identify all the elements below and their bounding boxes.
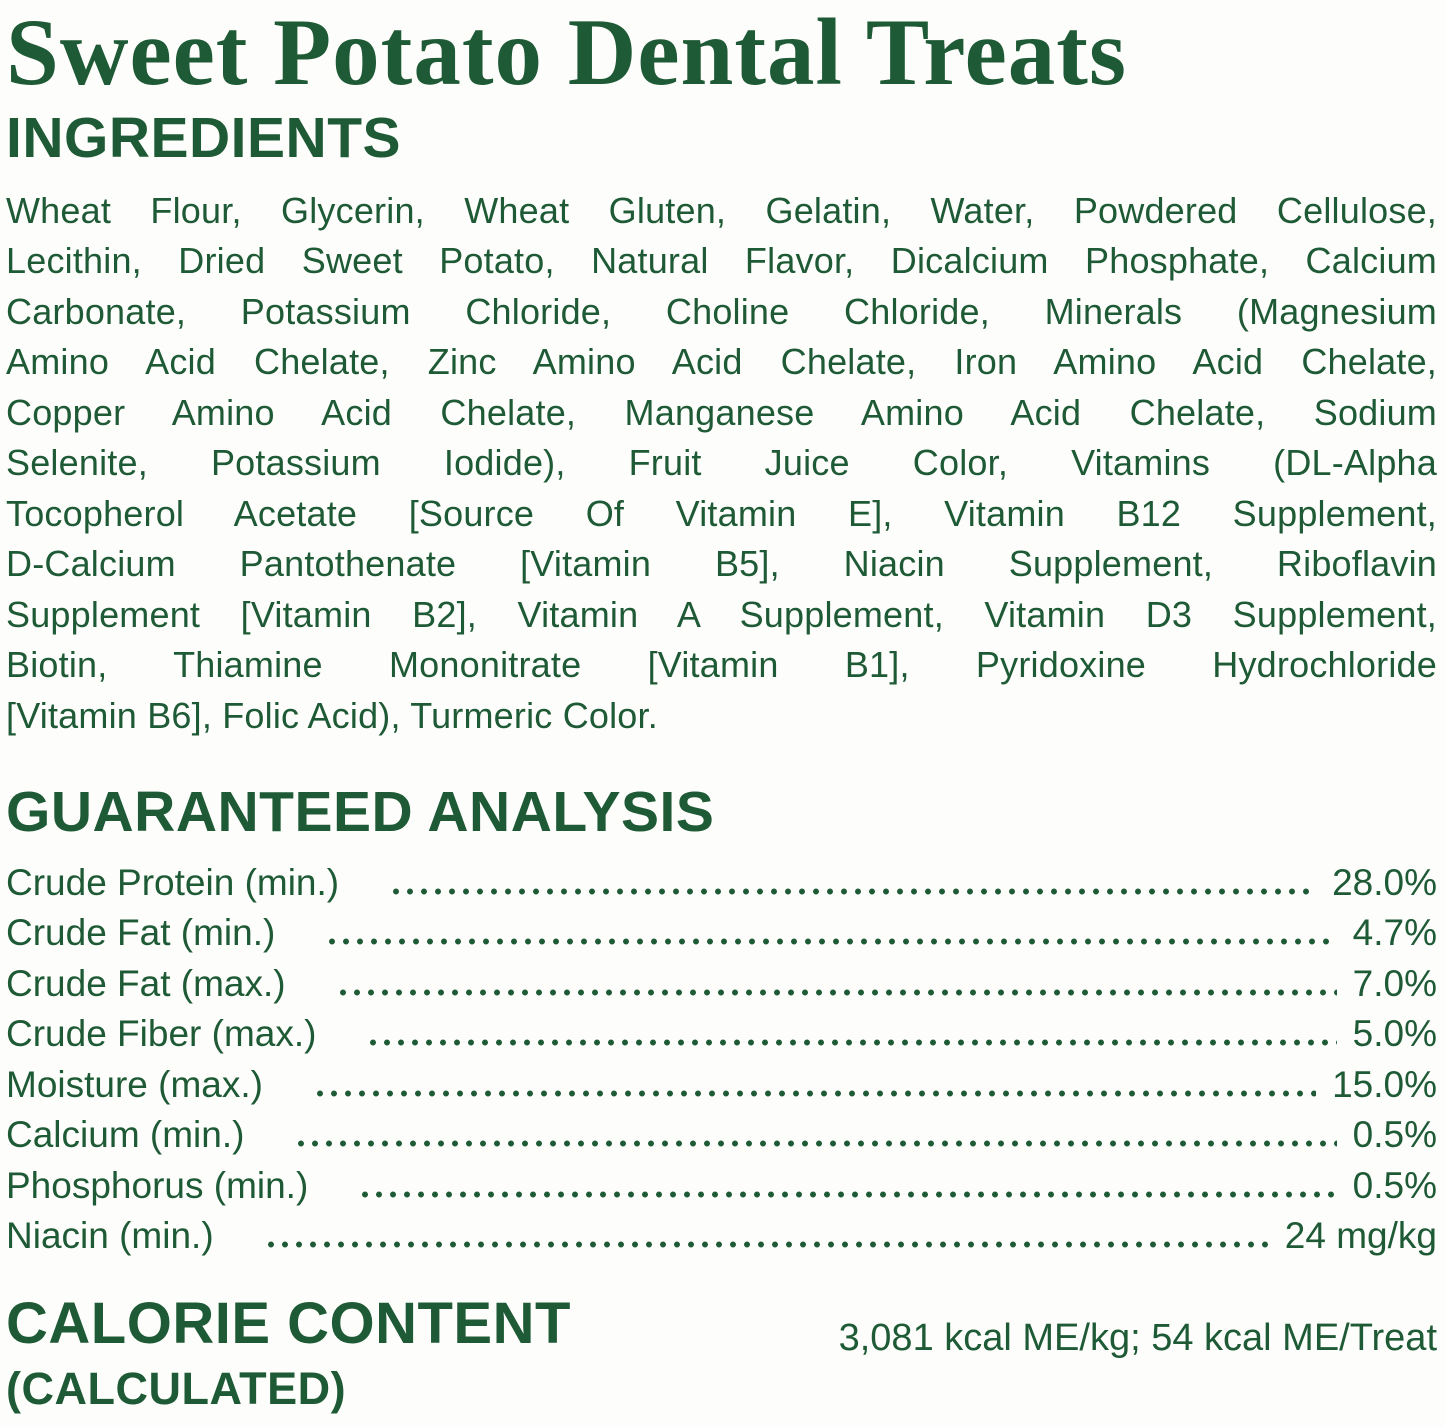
ingredients-line: Tocopherol Acetate [Source Of Vitamin E], Vitamin B12 Supplement, xyxy=(6,492,1437,534)
analysis-row xyxy=(6,1211,1437,1262)
analysis-row xyxy=(6,959,1437,1010)
analysis-row xyxy=(6,1110,1437,1161)
analysis-row xyxy=(6,1161,1437,1212)
ingredients-line: Carbonate, Potassium Chloride, Choline Chloride, Minerals (Magnesium xyxy=(6,290,1437,332)
analysis-row-label: Calcium (min.) xyxy=(6,1114,245,1156)
calorie-content-heading: CALORIE CONTENT xyxy=(6,1290,571,1356)
analysis-row-value: 7.0% xyxy=(1352,962,1437,1004)
analysis-row-label: Phosphorus (min.) xyxy=(6,1164,309,1206)
analysis-row xyxy=(6,1060,1437,1111)
ingredients-heading: INGREDIENTS xyxy=(6,105,402,170)
ingredients-line: Wheat Flour, Glycerin, Wheat Gluten, Gelatin, Water, Powdered Cellulose, xyxy=(6,189,1437,231)
ingredients-line: Copper Amino Acid Chelate, Manganese Amino Acid Chelate, Sodium xyxy=(6,391,1437,433)
analysis-row-label: Crude Fiber (max.) xyxy=(6,1013,317,1055)
product-title: Sweet Potato Dental Treats xyxy=(6,0,1127,105)
analysis-row-value: 0.5% xyxy=(1352,1164,1437,1206)
analysis-row-value: 24 mg/kg xyxy=(1284,1215,1437,1257)
analysis-row-value: 5.0% xyxy=(1352,1013,1437,1055)
ingredients-line: Amino Acid Chelate, Zinc Amino Acid Chelate, Iron Amino Acid Chelate, xyxy=(6,341,1437,383)
dot-leader xyxy=(311,1090,1316,1097)
dot-leader xyxy=(262,1241,1269,1248)
calorie-content-subheading: (CALCULATED) xyxy=(6,1362,347,1414)
calorie-content-section xyxy=(6,1292,1437,1413)
analysis-row-value: 4.7% xyxy=(1352,912,1437,954)
analysis-row xyxy=(6,858,1437,909)
dot-leader xyxy=(387,888,1316,895)
ingredients-line: D-Calcium Pantothenate [Vitamin B5], Niacin Supplement, Riboflavin xyxy=(6,543,1437,585)
calorie-content-value: 3,081 kcal ME/kg; 54 kcal ME/Treat xyxy=(838,1316,1437,1359)
ingredients-paragraph xyxy=(6,186,1437,742)
ingredients-line: Selenite, Potassium Iodide), Fruit Juice Color, Vitamins (DL-Alpha xyxy=(6,442,1437,484)
guaranteed-analysis-table xyxy=(6,858,1437,1262)
analysis-row-label: Crude Protein (min.) xyxy=(6,861,340,903)
ingredients-line: Supplement [Vitamin B2], Vitamin A Supplement, Vitamin D3 Supplement, xyxy=(6,593,1437,635)
ingredients-line: Biotin, Thiamine Mononitrate [Vitamin B1], Pyridoxine Hydrochloride xyxy=(6,644,1437,686)
analysis-row-label: Moisture (max.) xyxy=(6,1063,263,1105)
ingredients-line: Lecithin, Dried Sweet Potato, Natural Flavor, Dicalcium Phosphate, Calcium xyxy=(6,240,1437,282)
dot-leader xyxy=(292,1140,1336,1147)
calorie-content-headings xyxy=(6,1292,571,1413)
dot-leader xyxy=(364,1039,1336,1046)
dot-leader xyxy=(323,938,1336,945)
analysis-row-value: 0.5% xyxy=(1352,1114,1437,1156)
analysis-row xyxy=(6,1009,1437,1060)
analysis-row-value: 15.0% xyxy=(1332,1063,1437,1105)
analysis-row xyxy=(6,908,1437,959)
analysis-row-value: 28.0% xyxy=(1332,861,1437,903)
guaranteed-analysis-heading: GUARANTEED ANALYSIS xyxy=(6,780,715,845)
analysis-row-label: Crude Fat (min.) xyxy=(6,912,276,954)
analysis-row-label: Crude Fat (max.) xyxy=(6,962,286,1004)
dot-leader xyxy=(356,1191,1336,1198)
ingredients-line: [Vitamin B6], Folic Acid), Turmeric Color. xyxy=(6,694,658,736)
analysis-row-label: Niacin (min.) xyxy=(6,1215,214,1257)
dot-leader xyxy=(334,989,1337,996)
